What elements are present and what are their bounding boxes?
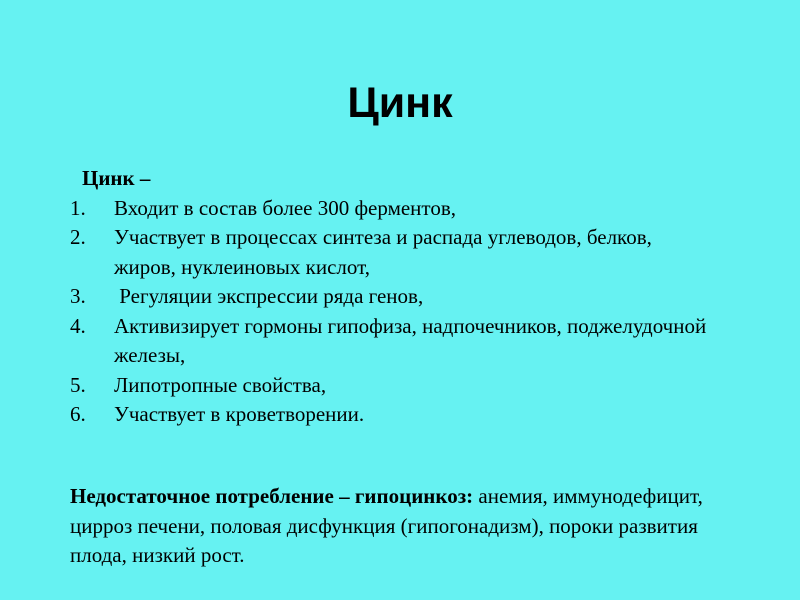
deficiency-paragraph [70,482,750,571]
deficiency-label: Недостаточное потребление – гипоцинкоз: [70,484,474,508]
list-item-text: Входит в состав более 300 ферментов, [114,195,456,220]
list-item-number: 2. [70,225,86,249]
list-item-number: 3. [70,284,86,308]
list-item-number: 6. [70,402,86,426]
list-item-number: 5. [70,372,86,397]
list-item [70,282,770,312]
content-block [70,164,770,430]
list-item-text: Липотропные свойства, [114,372,327,397]
lead-text: Цинк – [82,166,151,190]
slide-title: Цинк [347,79,453,127]
list-item [70,371,770,401]
list-item-number: 4. [70,313,86,338]
list-item-text: Участвует в процессах синтеза и распада углеводов, белков, жиров, нуклеиновых кислот, [114,225,652,279]
list-item-text: Активизирует гормоны гипофиза, надпочечников, поджелудочной железы, [114,313,707,367]
list-item-text: Участвует в кроветворении. [114,402,365,426]
list-item [70,400,770,430]
deficiency-text: анемия, иммунодефицит, цирроз печени, половая дисфункция (гипогонадизм), пороки развития плода, низкий рост. [70,484,703,567]
list-item-number: 1. [70,195,86,220]
list-item-text: Регуляции экспрессии ряда генов, [114,284,424,308]
function-list [70,194,770,430]
list-item [70,312,770,371]
list-item [70,223,770,282]
list-item [70,194,770,224]
